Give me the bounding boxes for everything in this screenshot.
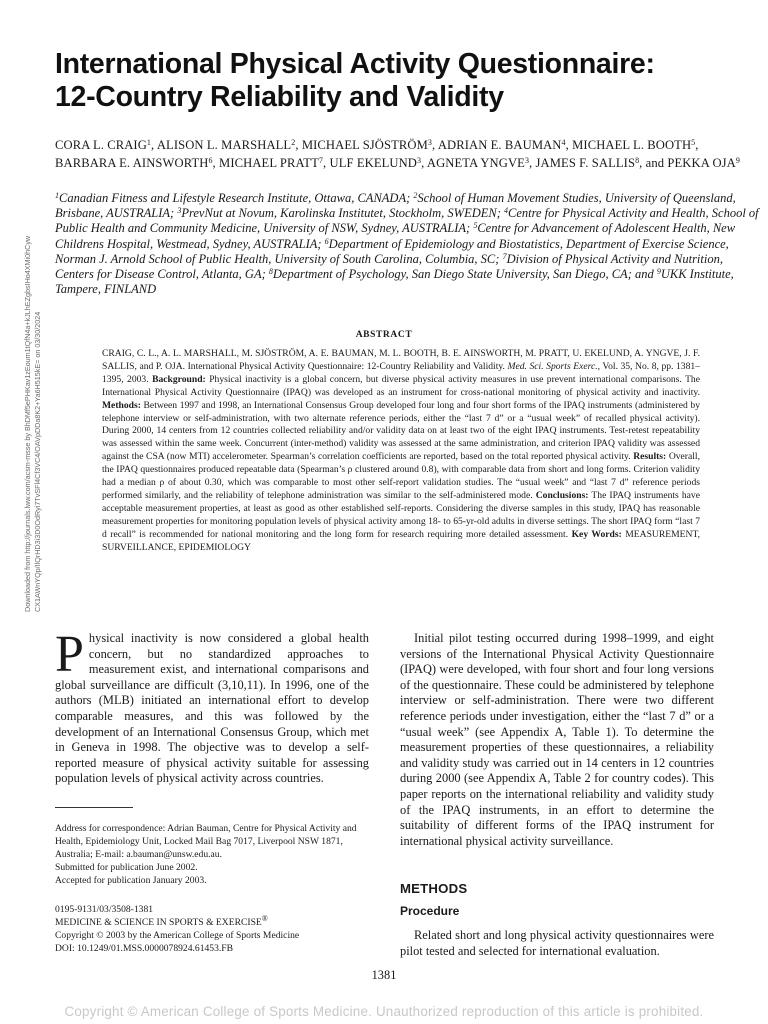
affiliation-marker: 7 <box>318 155 323 165</box>
affiliation-marker: 8 <box>635 155 640 165</box>
page-number: 1381 <box>371 968 397 982</box>
affiliation-number: 1 <box>55 191 59 200</box>
author-name: ALISON L. MARSHALL$^2$, <box>156 138 299 152</box>
author-name: MICHAEL L. BOOTH$^5$, <box>572 138 699 152</box>
publication-info <box>55 903 369 955</box>
accepted-date: Accepted for publication January 2003. <box>55 875 207 886</box>
affiliation-marker: 3 <box>427 138 432 147</box>
affiliation-number: 2 <box>413 191 418 200</box>
affiliation-marker: 3 <box>417 155 422 165</box>
abstract-keywords: MEASUREMENT, SURVEILLANCE, EPIDEMIOLOGY <box>102 528 700 553</box>
abstract-results-text: Overall, the IPAQ questionnaires produced repeatable data (Spearman’s ρ clustered around 0.8), with comparable data from short and long forms. Criterion validity had a median ρ of about 0.30, which was comparable to most other self-report validation studies. The “usual week” and “last 7 d” reference periods performed similarly, and the reliability of telephone administration was similar to the self-administered mode. <box>102 451 700 501</box>
author-name: BARBARA E. AINSWORTH$^6$, <box>55 155 216 170</box>
author-list <box>55 137 755 172</box>
affiliation-number: 7 <box>502 251 507 261</box>
intro-text: hysical inactivity is now considered a global health concern, but no standardized approaches to measurement exist, and international comparisons and global surveillance are difficult (3,10,11). In 1996, one of the authors (MLB) initiated an international effort to develop comparable measures, and this was followed by the development of an International Consensus Group, which met in Geneva in 1998. The objective was to develop a self-reported measure of physical activity suitable for assessing population levels of physical activity across countries. <box>55 631 369 786</box>
author-name: AGNETA YNGVE$^3$, <box>426 155 533 170</box>
abstract-methods-label: Methods: <box>102 399 141 411</box>
abstract-volume-info: , Vol. 35, No. 8, pp. 1381–1395, 2003. <box>102 360 700 385</box>
author-name: JAMES F. SALLIS$^8$, <box>535 155 643 170</box>
procedure-subheading: Procedure <box>400 904 460 918</box>
affiliation-marker: 5 <box>691 138 696 147</box>
author-name: ULF EKELUND$^3$, <box>329 155 425 170</box>
affiliation-text: Department of Psychology, San Diego State University, San Diego, CA; and <box>272 267 654 282</box>
abstract-body <box>102 348 700 555</box>
copyright-notice: Copyright © American College of Sports Medicine. Unauthorized reproduction of this article is prohibited. <box>64 1004 704 1019</box>
author-name: MICHAEL SJÖSTRÖM$^3$, <box>301 138 436 152</box>
abstract-conclusions-text: The IPAQ instruments have acceptable measurement properties, at least as good as other established self-reports. Considering the diverse samples in this study, IPAQ has reasonable measurement properties for monitoring population levels of physical activity among 18- to 65-yr-old adults in diverse settings. The short IPAQ form “last 7 d recall” is recommended for national monitoring and the long form for research requiring more detailed assessment. <box>102 489 700 540</box>
affiliation-text: Department of Epidemiology and Biostatistics, Department of Exercise Science, Norman J. Arnold School of Public Health, University of South Carolina, Columbia, SC; <box>55 236 729 266</box>
download-watermark <box>23 162 42 612</box>
abstract-background-label: Background: <box>152 373 206 385</box>
correspondence-footnote <box>55 822 369 887</box>
doi-link: DOI: 10.1249/01.MSS.0000078924.61453.FB <box>55 943 234 954</box>
abstract-conclusions-label: Conclusions: <box>535 489 589 501</box>
abstract-journal-name: Med. Sci. Sports Exerc. <box>507 360 598 372</box>
affiliation-number: 6 <box>324 236 329 246</box>
footnote-divider <box>55 807 133 808</box>
affiliation-text: Centre for Physical Activity and Health, School of Public Health and Community Medicine, University of NSW, Sydney, AUSTRALIA; <box>55 206 759 236</box>
copyright-line: Copyright © 2003 by the American College of Sports Medicine <box>55 930 300 941</box>
author-name: CORA L. CRAIG$^1$, <box>55 138 155 152</box>
drop-cap: P <box>55 626 84 683</box>
affiliation-marker: 2 <box>291 138 296 147</box>
intro-paragraph <box>55 626 369 787</box>
article-title <box>55 48 745 114</box>
affiliation-number: 5 <box>473 221 478 231</box>
submitted-date: Submitted for publication June 2002. <box>55 862 198 873</box>
article-title-line-1: International Physical Activity Questionnaire: <box>55 48 655 80</box>
affiliation-number: 9 <box>656 267 661 277</box>
right-column <box>400 631 714 849</box>
affiliation-list <box>55 191 763 297</box>
abstract-citation-authors: CRAIG, C. L., A. L. MARSHALL, M. SJÖSTRÖM, A. E. BAUMAN, M. L. BOOTH, B. E. AINSWORTH, M. PRATT, U. EKELUND, A. YNGVE, J. F. SALLIS, and P. OJA. International Physical Activity Questionnaire: 12-Country Reliability and Validity. <box>102 348 700 372</box>
affiliation-marker: 1 <box>146 138 152 147</box>
abstract-heading: ABSTRACT <box>355 330 413 340</box>
affiliation-number: 8 <box>268 267 273 277</box>
methods-heading: METHODS <box>400 881 468 896</box>
issn-code: 0195-9131/03/3508-1381 <box>55 904 154 915</box>
intro-column <box>55 626 369 787</box>
registered-trademark: ® <box>261 914 268 923</box>
affiliation-text: Canadian Fitness and Lifestyle Research Institute, Ottawa, CANADA; <box>59 191 411 205</box>
affiliation-text: Centre for Advancement of Adolescent Health, New Childrens Hospital, Westmead, Sydney, AUSTRALIA; <box>55 221 736 251</box>
affiliation-number: 3 <box>177 206 182 216</box>
author-name: PEKKA OJA$^9$ <box>667 155 740 170</box>
journal-name: MEDICINE & SCIENCE IN SPORTS & EXERCISE® <box>55 914 268 928</box>
affiliation-text: PrevNut at Novum, Karolinska Institutet, Stockholm, SWEDEN; <box>181 206 501 221</box>
affiliation-number: 4 <box>504 206 508 216</box>
article-title-line-2: 12-Country Reliability and Validity <box>55 81 504 113</box>
download-watermark-line-2: CX1AWnYQp/IlQrHD3i3D0OdRyi7TvSFl4Cf3VC4/OAVpDDa8K2+Ya6H515kE= on 03/30/2024 <box>32 311 42 612</box>
abstract-background-text: Physical inactivity is a global concern, but diverse physical activity measures in use prevent international comparisons. The International Physical Activity Questionnaire (IPAQ) was developed as an instrument for cross-national monitoring of physical activity and inactivity. <box>102 373 700 398</box>
pilot-testing-paragraph: Initial pilot testing occurred during 1998–1999, and eight versions of the International Physical Activity Questionnaire (IPAQ) were developed, with four short and four long versions of the questionnaire. These could be administered by telephone interview or self-administration. There were two different reference periods under investigation, either the “last 7 d” or a “usual week” (see Appendix A, Table 1). To determine the measurement properties of these questionnaires, a reliability and validity study was carried out in 14 centers in 12 countries during 2000 (see Appendix A, Table 2 for country codes). This paper reports on the international reliability and validity study of the IPAQ instruments, in an effort to determine the suitability of different forms of the IPAQ instrument for international physical activity surveillance. <box>400 631 714 848</box>
abstract-keywords-label: Key Words: <box>571 528 622 540</box>
affiliation-text: UKK Institute, Tampere, FINLAND <box>55 267 734 297</box>
abstract-results-label: Results: <box>633 451 667 463</box>
abstract-methods-text: Between 1997 and 1998, an International Consensus Group developed four long and four short forms of the IPAQ instruments (administered by telephone interview or self-administration, with two alternate reference periods, either the “last 7 d” or a “usual week” of recalled physical activity). During 2000, 14 centers from 12 countries collected reliability and/or validity data on at least two of the eight IPAQ instruments. Test-retest repeatability was assessed within the same week. Concurrent (inter-method) validity was assessed at the same administration, and criterion IPAQ validity was assessed against the CSA (now MTI) accelerometer. Spearman’s correlation coefficients are reported, based on the total reported physical activity. <box>102 399 700 463</box>
author-name: MICHAEL PRATT$^7$, <box>219 155 327 170</box>
correspondence-address: Address for correspondence: Adrian Bauman, Centre for Physical Activity and Health, Epidemiology Unit, Locked Mail Bag 7017, Liverpool NSW 1871, Australia; E-mail: a.bauman@unsw.edu.au. <box>55 823 357 860</box>
author-conjunction: and <box>645 155 665 170</box>
affiliation-text: School of Human Movement Studies, University of Queensland, Brisbane, AUSTRALIA; <box>55 191 736 221</box>
procedure-paragraph: Related short and long physical activity questionnaires were pilot tested and selected for international evaluation. <box>400 928 714 958</box>
affiliation-marker: 9 <box>735 155 740 165</box>
affiliation-marker: 3 <box>524 155 530 165</box>
affiliation-text: Division of Physical Activity and Nutrition, Centers for Disease Control, Atlanta, GA; <box>55 251 723 282</box>
download-watermark-line-1: Downloaded from http://journals.lww.com/acsm-msse by BhDMf5ePHKav1zEoum1tQfN4a+kJLhEZgbsIHo4XMi0hCyw <box>23 235 32 612</box>
affiliation-marker: 4 <box>561 138 566 147</box>
author-name: ADRIAN E. BAUMAN$^4$, <box>437 138 569 152</box>
affiliation-marker: 6 <box>208 155 213 165</box>
